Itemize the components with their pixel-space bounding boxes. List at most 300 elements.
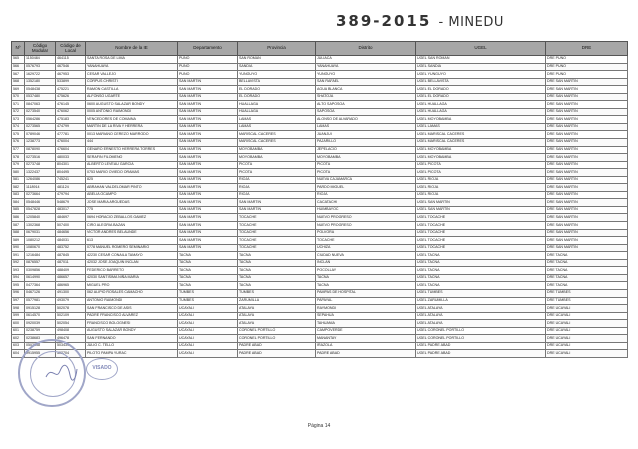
table-row [12, 116, 628, 124]
table-cell: SAN MARTIN [178, 116, 238, 124]
table-row [12, 222, 628, 230]
table-cell: 570 [12, 93, 25, 101]
table-cell: CORPUS CHRISTI [86, 78, 178, 86]
table-cell: UGEL ATALAYA [416, 320, 546, 328]
column-header: Distrito [316, 42, 416, 56]
table-cell: 594 [12, 274, 25, 282]
table-cell: TOCACHE [238, 222, 316, 230]
table-cell: 568 [12, 78, 25, 86]
table-cell: DRE TACNA [546, 252, 628, 260]
table-cell: 0273540 [25, 108, 56, 116]
table-cell: SAN MARTIN [178, 86, 238, 94]
table-cell: DRE SAN MARTIN [546, 169, 628, 177]
table-row [12, 108, 628, 116]
table-cell: NUEVO PROGRESO [316, 222, 416, 230]
table-cell: LAMAS [316, 123, 416, 131]
table-cell: TAHUANIA [316, 320, 416, 328]
table-cell: 603 [12, 342, 25, 350]
table-cell: TACNA [316, 274, 416, 282]
table-cell: DRE SAN MARTIN [546, 199, 628, 207]
table-cell: TOCACHE [316, 237, 416, 245]
table-cell: 1264086 [25, 176, 56, 184]
table-row [12, 297, 628, 305]
table-cell: UGEL TOCACHE [416, 222, 546, 230]
table-cell: UGEL BELLAVISTA [416, 78, 546, 86]
table-cell: UGEL RIOJA [416, 191, 546, 199]
table-cell: INCLAN [316, 259, 416, 267]
table-cell: SEPAHUA [316, 312, 416, 320]
table-cell: SHATOJA [316, 93, 416, 101]
table-cell: 0548438 [25, 86, 56, 94]
table-cell: 566 [12, 63, 25, 71]
table-cell: UGEL SAN MARTIN [416, 199, 546, 207]
table-cell: GENARO ERNESTO HERRERA TORRES [86, 146, 178, 154]
table-cell: 0013 MARIANO CEREZO MARRODO [86, 131, 178, 139]
table-cell: 0576793 [25, 63, 56, 71]
table-cell: TACNA [238, 274, 316, 282]
table-cell: 480033 [56, 154, 86, 162]
table-cell: UGEL PICOTA [416, 169, 546, 177]
table-row [12, 63, 628, 71]
table-cell: 062 ALIPIO ROSALES CAMACHO [86, 289, 178, 297]
table-cell: SAN MARTIN [178, 108, 238, 116]
column-header: Provincia [238, 42, 316, 56]
table-cell: UCAYALI [178, 320, 238, 328]
table-cell: UGEL MOYOBAMBA [416, 146, 546, 154]
table-cell: 483017 [56, 206, 86, 214]
table-cell: 484031 [56, 237, 86, 245]
table-cell: 502704 [56, 350, 86, 358]
table-cell: 591 [12, 252, 25, 260]
table-cell: 498408 [56, 327, 86, 335]
table-cell: 42032 JOSE JOAQUIN INCLAN [86, 259, 178, 267]
table-cell: 775 [86, 206, 178, 214]
table-cell: 595 [12, 282, 25, 290]
table-cell: SAN MARTIN [178, 154, 238, 162]
table-cell: 1118914 [25, 184, 56, 192]
table-cell: 600 [12, 320, 25, 328]
table-cell: 585 [12, 206, 25, 214]
table-cell: DRE SAN MARTIN [546, 222, 628, 230]
table-cell: 0548446 [25, 199, 56, 207]
table-cell: BELLAVISTA [238, 78, 316, 86]
table-cell: 0876557 [25, 259, 56, 267]
table-cell: RIOJA [238, 184, 316, 192]
table-cell: 502054 [56, 320, 86, 328]
table-cell: TACNA [238, 267, 316, 275]
table-cell: SAN MARTIN [178, 206, 238, 214]
table-cell: 467546 [56, 63, 86, 71]
table-cell: UGEL CORONEL PORTILLO [416, 327, 546, 335]
table-cell: AGUA BLANCA [316, 86, 416, 94]
table-cell: UCAYALI [178, 327, 238, 335]
table-cell: 0238683 [25, 335, 56, 343]
table-cell: TACNA [238, 282, 316, 290]
table-row [12, 146, 628, 154]
column-header: Nombre de la IE [86, 42, 178, 56]
table-cell: SAN MARTIN [178, 101, 238, 109]
table-cell: PILOTO PAMPA YURAC [86, 350, 178, 358]
table-cell: 571 [12, 101, 25, 109]
table-row [12, 282, 628, 290]
table-row [12, 229, 628, 237]
approval-stamp [86, 358, 118, 380]
table-row [12, 93, 628, 101]
resolution-number: 389-2015 - MINEDU [336, 12, 504, 30]
table-cell: 484656 [56, 229, 86, 237]
table-cell: 804301 [56, 161, 86, 169]
table-cell: 487845 [56, 252, 86, 260]
table-row [12, 259, 628, 267]
official-seal [18, 339, 86, 407]
table-cell: 599 [12, 312, 25, 320]
table-cell: DRE SAN MARTIN [546, 123, 628, 131]
table-cell: DRE SAN MARTIN [546, 184, 628, 192]
table-cell: UGEL PADRE ABAD [416, 342, 546, 350]
table-cell: UGEL EL DORADO [416, 86, 546, 94]
table-cell: PADRE ABAD [316, 350, 416, 358]
table-cell: RAYMONDI [316, 305, 416, 313]
table-cell: DRE UCAYALI [546, 305, 628, 313]
table-cell: ALTO SAPOSOA [316, 101, 416, 109]
table-cell: DRE SAN MARTIN [546, 214, 628, 222]
table-cell: PADRE ABAD [238, 342, 316, 350]
table-row [12, 327, 628, 335]
table-cell: UGEL SAN ROMAN [416, 56, 546, 64]
table-cell: 548679 [56, 199, 86, 207]
table-cell: UGEL RIOJA [416, 184, 546, 192]
table-cell: MOYOBAMBA [238, 154, 316, 162]
table-cell: 1150484 [25, 56, 56, 64]
table-cell: 593 [12, 267, 25, 275]
table-cell: PUNO [178, 63, 238, 71]
table-cell: SANDIA [238, 63, 316, 71]
table-cell: DRE SAN MARTIN [546, 244, 628, 252]
table-cell: UGEL TOCACHE [416, 214, 546, 222]
table-cell: 1216484 [25, 252, 56, 260]
table-cell: 42030 SANTISIMA NIÑA MARIA [86, 274, 178, 282]
table-cell: 0005 ANTONIO RAIMONDI [86, 108, 178, 116]
table-cell: 572 [12, 108, 25, 116]
table-cell: TUMBES [178, 289, 238, 297]
table-cell: UGEL ZARUMILLA [416, 297, 546, 305]
table-row [12, 123, 628, 131]
table-cell: MARTIN DE LA RIVA Y HERRERA [86, 123, 178, 131]
table-cell: RIOJA [238, 176, 316, 184]
table-cell: SAN MARTIN [178, 214, 238, 222]
table-cell: 476604 [56, 146, 86, 154]
table-cell: SAN MARTIN [178, 93, 238, 101]
table-cell: PUNO [178, 56, 238, 64]
table-cell: UGEL TOCACHE [416, 229, 546, 237]
table-cell: NUEVO PROGRESO [316, 214, 416, 222]
table-cell: DRE TACNA [546, 282, 628, 290]
table-cell: 0778 MANUEL ROMERO SEMINARIO [86, 244, 178, 252]
table-cell: PICOTA [316, 161, 416, 169]
table-row [12, 78, 628, 86]
table-cell: TACNA [238, 252, 316, 260]
table-cell: JULIO C. TELLO [86, 342, 178, 350]
table-cell: UGEL PADRE ABAD [416, 350, 546, 358]
table-cell: 0238759 [25, 327, 56, 335]
table-cell: HUALLAGA [238, 108, 316, 116]
table-cell: PADRE ABAD [238, 350, 316, 358]
table-cell: 588 [12, 229, 25, 237]
table-cell: FRANCISCO BOLOGNESI [86, 320, 178, 328]
table-cell: 503439 [56, 342, 86, 350]
table-cell: PADRE FRANCISCO ALVAREZ [86, 312, 178, 320]
column-header: Código de Local [56, 42, 86, 56]
table-cell: 464115 [56, 56, 86, 64]
table-cell: RIOJA [238, 191, 316, 199]
table-cell: JEPELACIO [316, 146, 416, 154]
table-cell: SAN MARTIN [178, 191, 238, 199]
table-cell: DRE SAN MARTIN [546, 131, 628, 139]
table-row [12, 176, 628, 184]
table-cell: MARISCAL CACERES [238, 131, 316, 139]
table-cell: TACNA [238, 259, 316, 267]
table-cell: TOCACHE [238, 214, 316, 222]
table-cell: DRE TACNA [546, 274, 628, 282]
table-cell: 0679031 [25, 229, 56, 237]
table-row [12, 131, 628, 139]
table-cell: 577 [12, 146, 25, 154]
table-cell: 502078 [56, 305, 86, 313]
table-cell: SAN MARTIN [178, 146, 238, 154]
table-cell: 574 [12, 123, 25, 131]
table-cell: UGEL TACNA [416, 274, 546, 282]
table-cell: SAN FRANCISCO DE ASIS [86, 305, 178, 313]
table-cell: 475626 [56, 93, 86, 101]
table-cell: 745241 [56, 176, 86, 184]
table-cell: RAMON CASTILLA [86, 86, 178, 94]
table-cell: 573 [12, 116, 25, 124]
table-cell: DRE SAN MARTIN [546, 229, 628, 237]
table-cell: 565 [12, 56, 25, 64]
table-cell: 502109 [56, 312, 86, 320]
table-cell: DRE TUMBES [546, 289, 628, 297]
table-cell: DRE SAN MARTIN [546, 146, 628, 154]
table-cell: SAN RAFAEL [316, 78, 416, 86]
table-cell: PICOTA [238, 169, 316, 177]
table-cell: PAJARILLO [316, 139, 416, 147]
table-cell: ATALAYA [238, 305, 316, 313]
table-cell: PICOTA [238, 161, 316, 169]
table-cell: 0273748 [25, 161, 56, 169]
table-cell: UCAYALI [178, 342, 238, 350]
table-cell: IRAZOLA [316, 342, 416, 350]
table-cell: 1238773 [25, 139, 56, 147]
table-cell: 825 [86, 176, 178, 184]
table-cell: 533899 [56, 78, 86, 86]
table-cell: UGEL TOCACHE [416, 237, 546, 245]
column-header: UGEL [416, 42, 546, 56]
table-cell: 444 [86, 139, 178, 147]
table-cell: 488409 [56, 267, 86, 275]
table-cell: 483752 [56, 244, 86, 252]
table-row [12, 214, 628, 222]
table-cell: MARISCAL CACERES [238, 139, 316, 147]
table-cell: SERAFIN FILOMENO [86, 154, 178, 162]
table-cell: 0273516 [25, 154, 56, 162]
table-cell: 476004 [56, 139, 86, 147]
table-cell: DRE PUNO [546, 56, 628, 64]
table-cell: 477781 [56, 131, 86, 139]
table-cell: DRE UCAYALI [546, 327, 628, 335]
table-row [12, 320, 628, 328]
table-cell: DRE TACNA [546, 267, 628, 275]
table-cell: 0694 HORACIO ZEBALLOS GAMEZ [86, 214, 178, 222]
table-cell: 0547828 [25, 206, 56, 214]
table-cell: SAN MARTIN [178, 123, 238, 131]
table-cell: 613 [86, 237, 178, 245]
table-cell: 592 [12, 259, 25, 267]
table-cell: UGEL SAN MARTIN [416, 206, 546, 214]
table-cell: 0878090 [25, 146, 56, 154]
table-row [12, 274, 628, 282]
table-cell: SAN MARTIN [178, 169, 238, 177]
table-cell: UGEL HUALLAGA [416, 101, 546, 109]
table-cell: 1080670 [25, 244, 56, 252]
table-cell: 0503538 [25, 342, 56, 350]
table-cell: UGEL ATALAYA [416, 312, 546, 320]
column-header: Departamento [178, 42, 238, 56]
table-cell: UCAYALI [178, 335, 238, 343]
table-cell: DRE SAN MARTIN [546, 139, 628, 147]
table-cell: 0577981 [25, 297, 56, 305]
table-cell: ANTONIO RAIMONDI [86, 297, 178, 305]
table-cell: HUIMBAYOC [316, 206, 416, 214]
table-cell: DRE SAN MARTIN [546, 176, 628, 184]
table-cell: ABELIA OCAMPO [86, 191, 178, 199]
table-cell: EL DORADO [238, 93, 316, 101]
table-cell: LAMAS [238, 123, 316, 131]
table-cell: 491300 [56, 289, 86, 297]
table-cell: UGEL TOCACHE [416, 244, 546, 252]
table-cell: 0614990 [25, 274, 56, 282]
table-row [12, 267, 628, 275]
table-cell: SAN MARTIN [178, 237, 238, 245]
table-cell: 0789046 [25, 131, 56, 139]
table-row [12, 191, 628, 199]
table-cell: 474799 [56, 123, 86, 131]
table-cell: 0920039 [25, 320, 56, 328]
table-cell: 567 [12, 71, 25, 79]
table-row [12, 289, 628, 297]
table-row [12, 154, 628, 162]
table-cell: DRE SAN MARTIN [546, 116, 628, 124]
table-cell: DRE SAN MARTIN [546, 78, 628, 86]
table-row [12, 161, 628, 169]
table-row [12, 101, 628, 109]
table-cell: YUNGUYO [316, 71, 416, 79]
table-cell: PUNO [178, 71, 238, 79]
table-row [12, 86, 628, 94]
school-list-table [11, 41, 628, 358]
table-row [12, 312, 628, 320]
table-cell: 1629722 [25, 71, 56, 79]
page-number: Página 14 [307, 423, 331, 429]
table-cell: DRE UCAYALI [546, 350, 628, 358]
table-cell: 486657 [56, 274, 86, 282]
table-cell: FEDERICO BARRETO [86, 267, 178, 275]
table-cell: YUNGUYO [238, 71, 316, 79]
table-cell: TUMBES [238, 289, 316, 297]
table-cell: YANAHUAYA [86, 63, 178, 71]
table-cell: DRE SAN MARTIN [546, 237, 628, 245]
table-row [12, 350, 628, 358]
table-row [12, 342, 628, 350]
table-cell: CESAR VALLEJO [86, 71, 178, 79]
table-cell: CORONEL PORTILLO [238, 335, 316, 343]
table-cell: 589 [12, 237, 25, 245]
table-cell: JULIACA [316, 56, 416, 64]
table-cell: PICOTA [316, 169, 416, 177]
table-cell: 576 [12, 139, 25, 147]
table-cell: SAN MARTIN [178, 199, 238, 207]
table-cell: PAPAYAL [316, 297, 416, 305]
table-cell: SAN MARTIN [178, 78, 238, 86]
table-cell: 507400 [56, 222, 86, 230]
table-cell: UGEL HUALLAGA [416, 108, 546, 116]
table-cell: 484697 [56, 214, 86, 222]
table-cell: UGEL LAMAS [416, 123, 546, 131]
table-row [12, 71, 628, 79]
table-cell: UGEL MARISCAL CACERES [416, 131, 546, 139]
table-row [12, 237, 628, 245]
table-row [12, 252, 628, 260]
table-cell: AUGUSTO SALAZAR BONDY [86, 327, 178, 335]
table-cell: UGEL PICOTA [416, 161, 546, 169]
table-cell: SAN MARTIN [178, 222, 238, 230]
table-cell: 475183 [56, 116, 86, 124]
table-cell: ATALAYA [238, 312, 316, 320]
table-row [12, 184, 628, 192]
table-cell: RIOJA [316, 191, 416, 199]
table-cell: TACNA [178, 274, 238, 282]
table-cell: SAN MARTIN [178, 244, 238, 252]
table-cell: DRE UCAYALI [546, 342, 628, 350]
table-cell: TACNA [178, 252, 238, 260]
table-cell: DRE SAN MARTIN [546, 161, 628, 169]
table-cell: 1352180 [25, 78, 56, 86]
table-cell: UGEL TUMBES [416, 289, 546, 297]
table-cell: ABRAHAN VALDELOMAR PINTO [86, 184, 178, 192]
table-cell: VICTOR ANDRES BELAUNDE [86, 229, 178, 237]
table-cell: 1322437 [25, 169, 56, 177]
table-cell: UGEL EL DORADO [416, 93, 546, 101]
table-row [12, 56, 628, 64]
table-cell: SAN MARTIN [238, 199, 316, 207]
table-cell: UGEL TACNA [416, 252, 546, 260]
stamp-label: VISADO [92, 365, 112, 371]
table-cell: 0537480 [25, 93, 56, 101]
signature-scribble [44, 363, 78, 383]
table-cell: UGEL YUNGUYO [416, 71, 546, 79]
table-cell: 1302368 [25, 222, 56, 230]
table-cell: DRE TACNA [546, 259, 628, 267]
table-cell: 0273664 [25, 191, 56, 199]
table-cell: DRE TUMBES [546, 297, 628, 305]
table-cell: SANTA ROSA DE LIMA [86, 56, 178, 64]
table-cell: 597 [12, 297, 25, 305]
table-cell: POCOLLAY [316, 267, 416, 275]
table-cell: 0614570 [25, 312, 56, 320]
table-cell: JUANJUI [316, 131, 416, 139]
table-row [12, 169, 628, 177]
table-cell: DRE SAN MARTIN [546, 206, 628, 214]
table-cell: TOCACHE [238, 229, 316, 237]
